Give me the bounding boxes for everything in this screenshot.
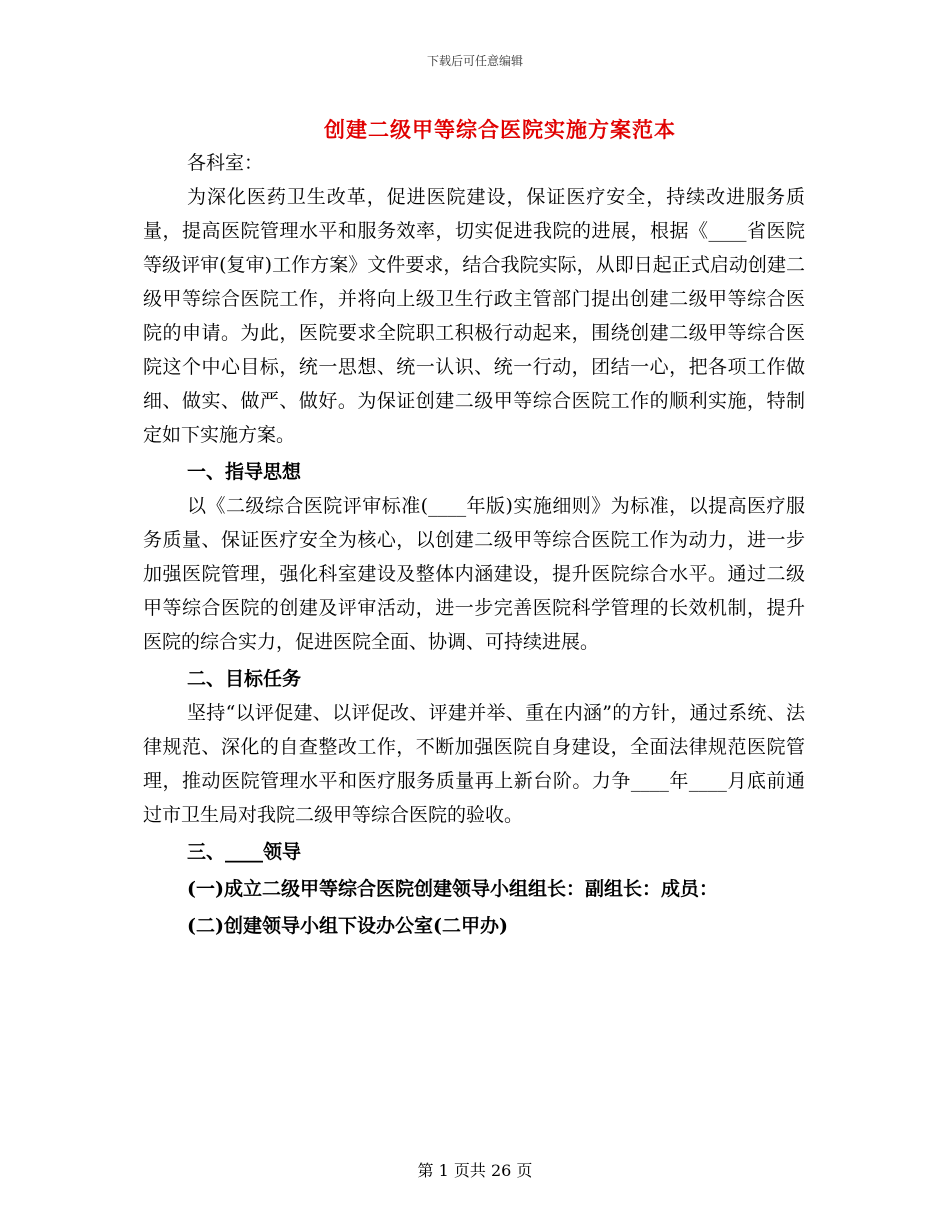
document-title: 创建二级甲等综合医院实施方案范本 xyxy=(324,117,676,142)
section3-heading: 三、____领导 xyxy=(187,841,302,863)
subsection2: (二)创建领导小组下设办公室(二甲办) xyxy=(187,915,508,937)
section1-heading: 一、指导思想 xyxy=(187,461,302,483)
header-note: 下载后可任意编辑 xyxy=(426,54,523,68)
intro-paragraph: 为深化医药卫生改革，促进医院建设，保证医疗安全，持续改进服务质量，提高医院管理水平和服务效率，切实促进我院的进展，根据《____省医院等级评审(复审)工作方案》文件要求，结合我院实际，从即日起正式启动创建二级甲等综合医院工作，并将向上级卫生行政主管部门提出创建二级甲等综合医院的申请。为此，医院要求全院职工积极行动起来，围绕创建二级甲等综合医院这个中心目标，统一思想、统一认识、统一行动，团结一心，把各项工作做细、做实、做严、做好。为保证创建二级甲等综合医院工作的顺利实施，特制定如下实施方案。 xyxy=(143,186,805,446)
section2-heading: 二、目标任务 xyxy=(187,668,302,690)
salutation: 各科室： xyxy=(187,152,264,174)
page-footer: 第 1 页共 26 页 xyxy=(417,1161,533,1180)
subsection1: (一)成立二级甲等综合医院创建领导小组组长：副组长：成员： xyxy=(187,878,718,900)
section2-paragraph: 坚持“以评促建、以评促改、评建并举、重在内涵”的方针，通过系统、法律规范、深化的自查整改工作，不断加强医院自身建设，全面法律规范医院管理，推动医院管理水平和医疗服务质量再上新台阶。力争____年____月底前通过市卫生局对我院二级甲等综合医院的验收。 xyxy=(143,702,805,826)
section1-paragraph: 以《二级综合医院评审标准(____年版)实施细则》为标准，以提高医疗服务质量、保证医疗安全为核心，以创建二级甲等综合医院工作为动力，进一步加强医院管理，强化科室建设及整体内涵建设，提升医院综合水平。通过二级甲等综合医院的创建及评审活动，进一步完善医院科学管理的长效机制，提升医院的综合实力，促进医院全面、协调、可持续进展。 xyxy=(143,495,805,653)
document-body xyxy=(143,146,805,943)
